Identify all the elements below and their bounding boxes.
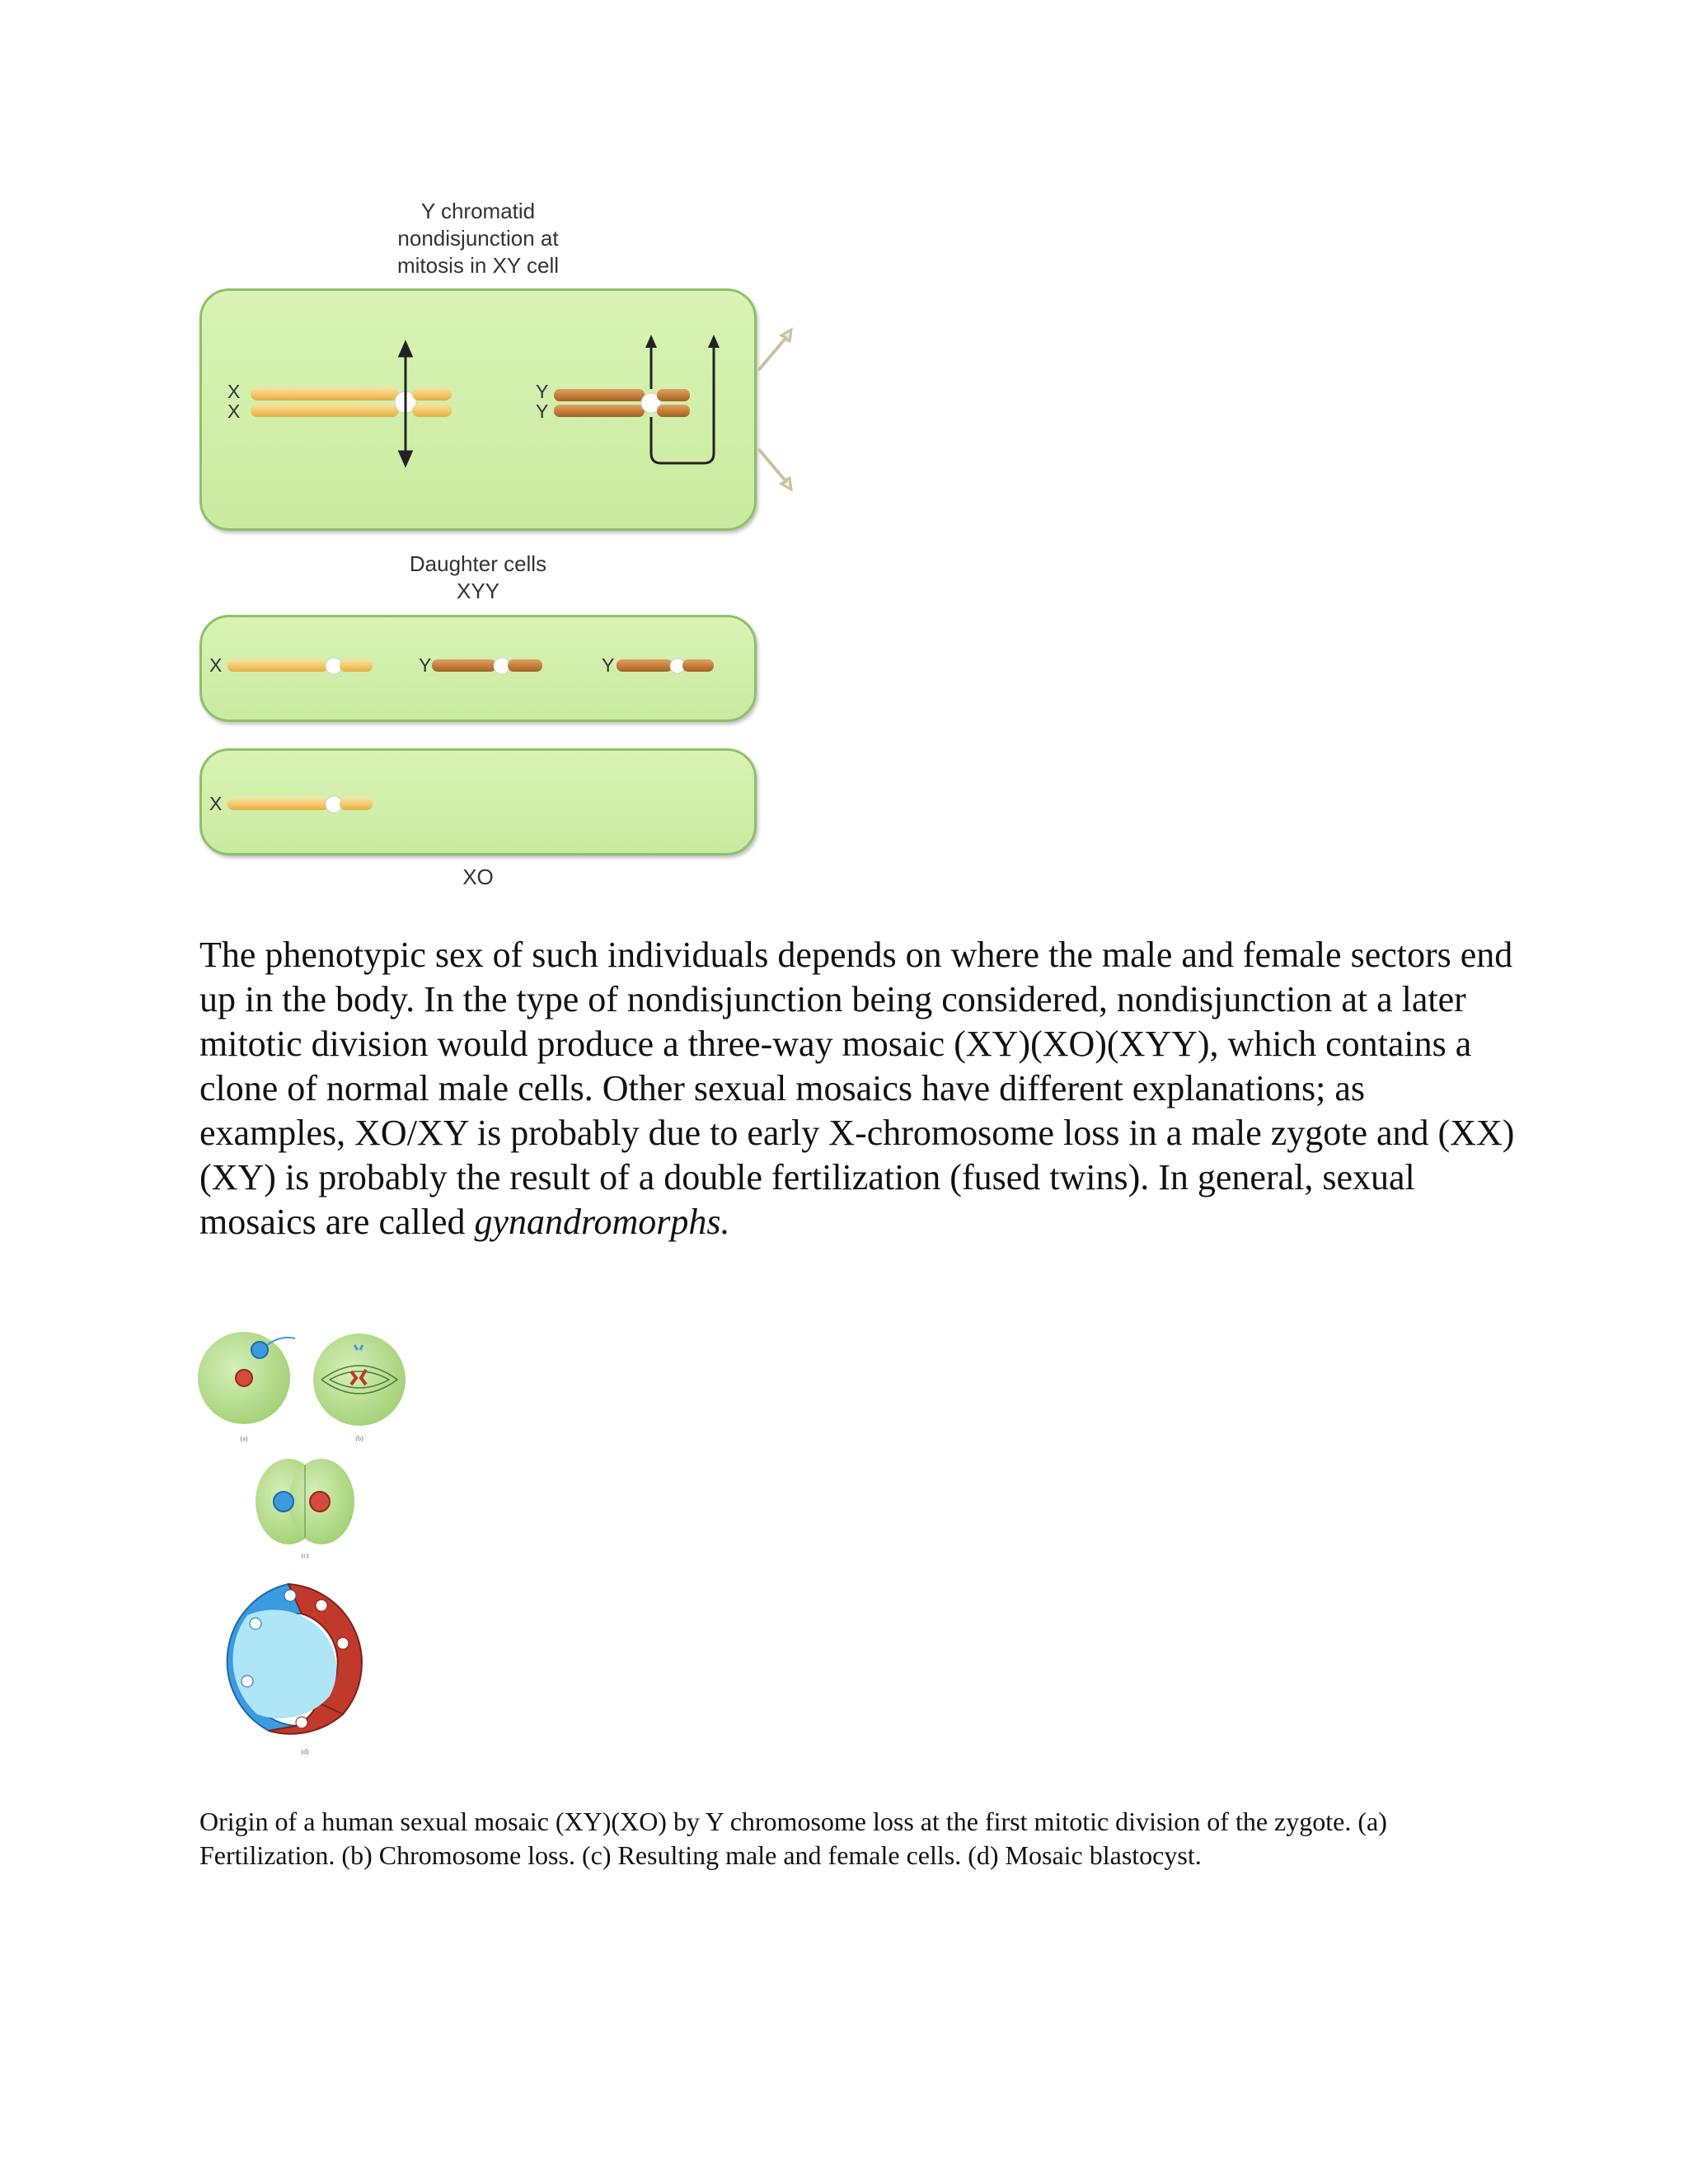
figure-heading-line-1: Y chromatid <box>420 199 536 223</box>
figure-heading <box>346 198 610 279</box>
xx-chromosome-pair <box>251 387 452 417</box>
label-x-1: X <box>227 381 241 402</box>
daughter-heading-line-1: Daughter cells <box>409 551 547 576</box>
panel-c-resulting-cells <box>256 1459 354 1544</box>
daughter1-label-x: X <box>209 654 223 676</box>
daughter-cell-xo-chromosomes <box>199 748 752 851</box>
outgoing-arrows <box>758 330 791 490</box>
daughter-heading <box>363 551 593 605</box>
panel-label-a: (a) <box>240 1435 248 1442</box>
daughter-cell-xyy-chromosomes <box>199 615 752 717</box>
daughter2-label-x: X <box>209 793 223 814</box>
panel-label-d: (d) <box>301 1748 309 1755</box>
mosaic-diagram <box>198 1327 429 1760</box>
panel-b-chromosome-loss <box>313 1333 406 1426</box>
label-y-2: Y <box>536 401 549 422</box>
daughter1-label-y2: Y <box>602 654 615 676</box>
parent-cell-chromosomes <box>199 288 809 527</box>
label-x-2: X <box>227 401 241 422</box>
daughter2-caption: XO <box>462 865 494 889</box>
panel-d-mosaic-blastocyst <box>227 1584 362 1734</box>
yy-chromosome-pair <box>554 389 690 417</box>
daughter1-label-y1: Y <box>419 654 432 676</box>
daughter-heading-line-2: XYY <box>456 579 500 603</box>
label-y-1: Y <box>536 381 549 402</box>
figure-heading-line-3: mitosis in XY cell <box>396 253 560 278</box>
figure-heading-line-2: nondisjunction at <box>397 226 559 251</box>
body-paragraph <box>199 933 1518 1244</box>
panel-label-b: (b) <box>355 1435 363 1442</box>
arrowheads <box>645 335 720 348</box>
figure-caption: Origin of a human sexual mosaic (XY)(XO) by Y chromosome loss at the first mitotic division of the zygote. (a) Fertilization. (b) Chromosome loss. (c) Resulting male and female cells. (d) Mosaic blastocyst. <box>199 1807 1387 1870</box>
body-paragraph-text: The phenotypic sex of such individuals depends on where the male and female sectors end up in the body. In the type of nondisjunction being considered, nondisjunction at a later mitotic division would produce a three-way mosaic (XY)(XO)(XYY), which contains a clone of normal male cells. Other sexual mosaics have different explanations; as examples, XO/XY is probably due to early X-chromosome loss in a male zygote and (XX)(XY) is probably the result of a double fertilization (fused twins). In general, sexual mosaics are called <box>199 935 1515 1242</box>
panel-a-fertilization <box>198 1332 295 1424</box>
panel-label-c: (c) <box>301 1552 309 1559</box>
body-italic-term: gynandromorphs. <box>474 1202 730 1242</box>
